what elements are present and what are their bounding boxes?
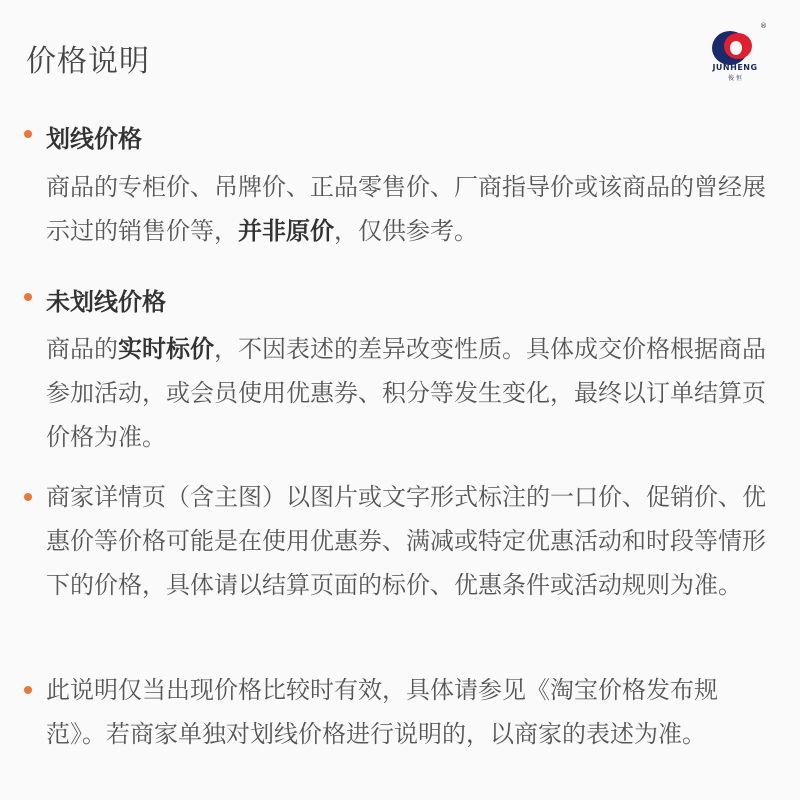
logo-brand-text: JUNHENG [712, 63, 758, 72]
crossed-price-bold: 并非原价 [238, 217, 334, 245]
uncrossed-price-bold: 实时标价 [118, 335, 214, 363]
bullet-dot [24, 130, 32, 138]
registered-mark: ® [760, 22, 767, 30]
bullet-dot [24, 493, 32, 501]
uncrossed-price-tail: ，不因表述的差异改变性质。具体成交价格根据商品参加活动，或会员使用优惠券、积分等发生变化，最终以订单结算页价格为准。 [46, 335, 766, 451]
page-title: 价格说明 [26, 44, 150, 79]
bullet-dot [24, 293, 32, 301]
section-heading-crossed-price: 划线价格 [46, 125, 142, 153]
logo-sub-text: 俊 恒 [728, 75, 742, 82]
section-text-crossed-price [46, 165, 776, 253]
crossed-price-text: 商品的专柜价、吊牌价、正品零售价、厂商指导价或该商品的曾经展示过的销售价等， [46, 173, 766, 245]
section-text-validity: 此说明仅当出现价格比较时有效，具体请参见《淘宝价格发布规范》。若商家单独对划线价格进行说明的，以商家的表述为准。 [46, 676, 718, 748]
section-text-uncrossed-price [46, 327, 776, 459]
crossed-price-tail: ，仅供参考。 [334, 217, 478, 245]
uncrossed-price-head: 商品的 [46, 335, 118, 363]
section-heading-uncrossed-price: 未划线价格 [46, 288, 166, 316]
section-text-detail-page: 商家详情页（含主图）以图片或文字形式标注的一口价、促销价、优惠价等价格可能是在使用优惠券、满减或特定优惠活动和时段等情形下的价格，具体请以结算页面的标价、优惠条件或活动规则为准。 [46, 483, 766, 599]
bullet-dot [24, 686, 32, 694]
